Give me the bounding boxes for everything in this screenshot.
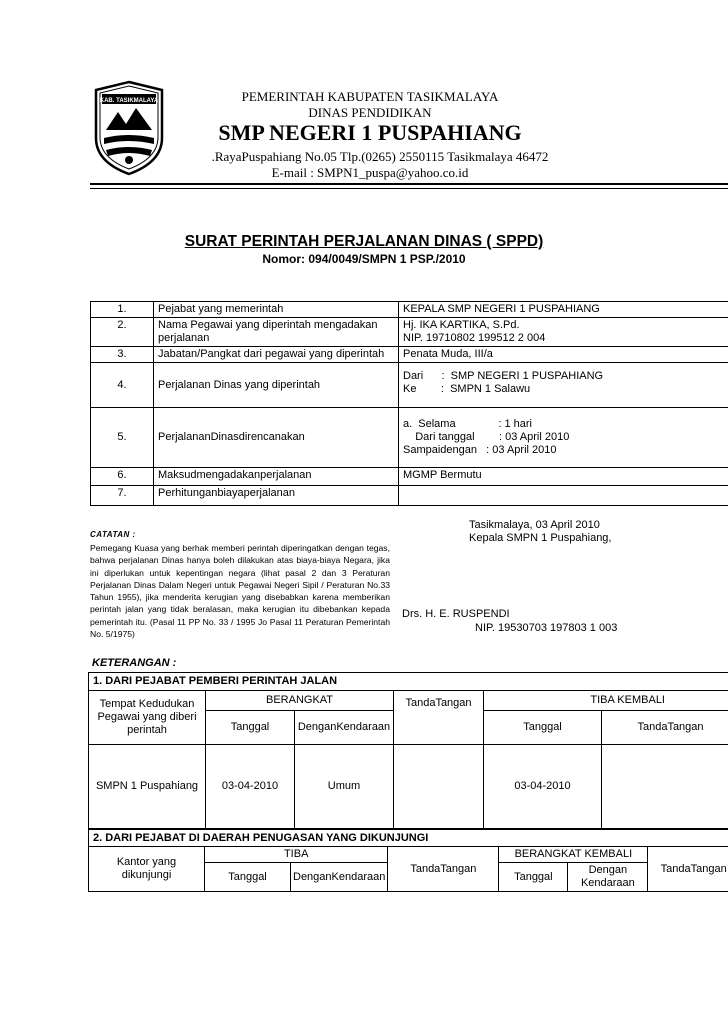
table-row [91, 318, 728, 347]
item-value [399, 486, 728, 506]
row-kendaraan: Umum [295, 745, 394, 829]
col-berangkat: BERANGKAT [206, 691, 394, 711]
row-tempat: SMPN 1 Puspahiang [89, 745, 206, 829]
row-ttd [394, 745, 484, 829]
row-tanggal: 03-04-2010 [206, 745, 295, 829]
catatan-heading: CATATAN : [90, 530, 136, 539]
item-value: Dari : SMP NEGERI 1 PUSPAHIANG Ke : SMPN 1 Salawu [399, 363, 728, 408]
row-tiba-tanggal: 03-04-2010 [484, 745, 602, 829]
item-label: Perhitunganbiayaperjalanan [154, 486, 399, 506]
table-row [89, 830, 728, 847]
document-number: Nomor: 094/0049/SMPN 1 PSP./2010 [262, 252, 466, 266]
col-b-kendaraan: Dengan Kendaraan [568, 863, 648, 892]
col-ttd: TandaTangan [388, 847, 499, 892]
item-value: KEPALA SMP NEGERI 1 PUSPAHIANG [399, 302, 728, 318]
item-number: 5. [91, 408, 154, 468]
item-number: 7. [91, 486, 154, 506]
col-tanggal: Tanggal [205, 863, 291, 892]
item-label: Pejabat yang memerintah [154, 302, 399, 318]
section2-table [88, 829, 728, 892]
table-row [89, 847, 728, 863]
document-title: SURAT PERINTAH PERJALANAN DINAS ( SPPD) [184, 233, 544, 250]
section1-heading: 1. DARI PEJABAT PEMBERI PERINTAH JALAN [89, 673, 728, 691]
table-row [91, 468, 728, 486]
item-label: Nama Pegawai yang diperintah mengadakan perjalanan [154, 318, 399, 347]
section1-table [88, 672, 728, 829]
row-tiba-ttd [602, 745, 728, 829]
signature-role: Kepala SMPN 1 Puspahiang, [469, 532, 612, 544]
item-number: 1. [91, 302, 154, 318]
letterhead-line2: DINAS PENDIDIKAN [308, 105, 432, 120]
item-number: 6. [91, 468, 154, 486]
table-row [89, 691, 728, 711]
svg-text:KAB. TASIKMALAYA: KAB. TASIKMALAYA [99, 98, 159, 104]
item-label: Perjalanan Dinas yang diperintah [154, 363, 399, 408]
table-row [89, 673, 728, 691]
section2-heading: 2. DARI PEJABAT DI DAERAH PENUGASAN YANG DIKUNJUNGI [89, 830, 728, 847]
signature-name: Drs. H. E. RUSPENDI [402, 608, 510, 620]
table-row [91, 486, 728, 506]
letterhead-rule-thick [90, 183, 728, 185]
item-value: a. Selama : 1 hari Dari tanggal : 03 April 2010 Sampaidengan : 03 April 2010 [399, 408, 728, 468]
item-number: 3. [91, 347, 154, 363]
col-ttd: TandaTangan [394, 691, 484, 745]
col-tiba-tanggal: Tanggal [484, 711, 602, 745]
item-label: Maksudmengadakanperjalanan [154, 468, 399, 486]
col-tiba: TIBA [205, 847, 388, 863]
item-number: 4. [91, 363, 154, 408]
col-tempat: Tempat Kedudukan Pegawai yang diberi perintah [89, 691, 206, 745]
col-berangkat-kembali: BERANGKAT KEMBALI [499, 847, 648, 863]
col-b-tanggal: Tanggal [499, 863, 568, 892]
table-row [91, 347, 728, 363]
col-tiba-ttd: TandaTangan [602, 711, 728, 745]
col-tiba-kembali: TIBA KEMBALI [484, 691, 728, 711]
item-value: Penata Muda, III/a [399, 347, 728, 363]
item-label: PerjalananDinasdirencanakan [154, 408, 399, 468]
school-address: .RayaPuspahiang No.05 Tlp.(0265) 2550115 Tasikmalaya 46472 [211, 149, 549, 164]
col-tanggal: Tanggal [206, 711, 295, 745]
item-value: Hj. IKA KARTIKA, S.Pd. NIP. 19710802 199512 2 004 [399, 318, 728, 347]
item-label: Jabatan/Pangkat dari pegawai yang diperintah [154, 347, 399, 363]
col-kendaraan: DenganKendaraan [291, 863, 388, 892]
table-row [91, 302, 728, 318]
signature-place-date: Tasikmalaya, 03 April 2010 [469, 519, 600, 531]
catatan-text: Pemegang Kuasa yang berhak memberi perintah diperingatkan dengan tegas, bahwa perjalanan Dinas hanya boleh dilakukan atas biaya-biaya Negara, jika ini diperlukan untuk kepentingan negara (lihat pasal 2 dan 3 Peraturan Perjalanan Dinas Dalam Negeri untuk Pegawai Negeri Sipil / Peraturan No.33 Tahun 1955), jika menderita kerugian yang disebabkan karena memberikan perintah jalan yang tidak beralasan, maka kerugian itu dibebankan kepada pemerintah itu. (Pasal 11 PP No. 33 / 1995 Jo Pasal 11 Peraturan Pemerintah No. 5/1975) [90, 543, 390, 640]
col-kantor: Kantor yang dikunjungi [89, 847, 205, 892]
school-name: SMP NEGERI 1 PUSPAHIANG [218, 120, 522, 145]
col-b-ttd: TandaTangan [648, 847, 728, 892]
letterhead-rule-thin [90, 188, 728, 189]
table-row [91, 408, 728, 468]
letterhead-line1: PEMERINTAH KABUPATEN TASIKMALAYA [241, 89, 499, 104]
school-email: E-mail : SMPN1_puspa@yahoo.co.id [271, 165, 469, 180]
items-table [90, 301, 728, 506]
signature-nip: NIP. 19530703 197803 1 003 [475, 622, 618, 634]
item-number: 2. [91, 318, 154, 347]
col-kendaraan: DenganKendaraan [295, 711, 394, 745]
table-row [89, 745, 728, 829]
keterangan-heading: KETERANGAN : [92, 657, 177, 669]
table-row [91, 363, 728, 408]
item-value: MGMP Bermutu [399, 468, 728, 486]
